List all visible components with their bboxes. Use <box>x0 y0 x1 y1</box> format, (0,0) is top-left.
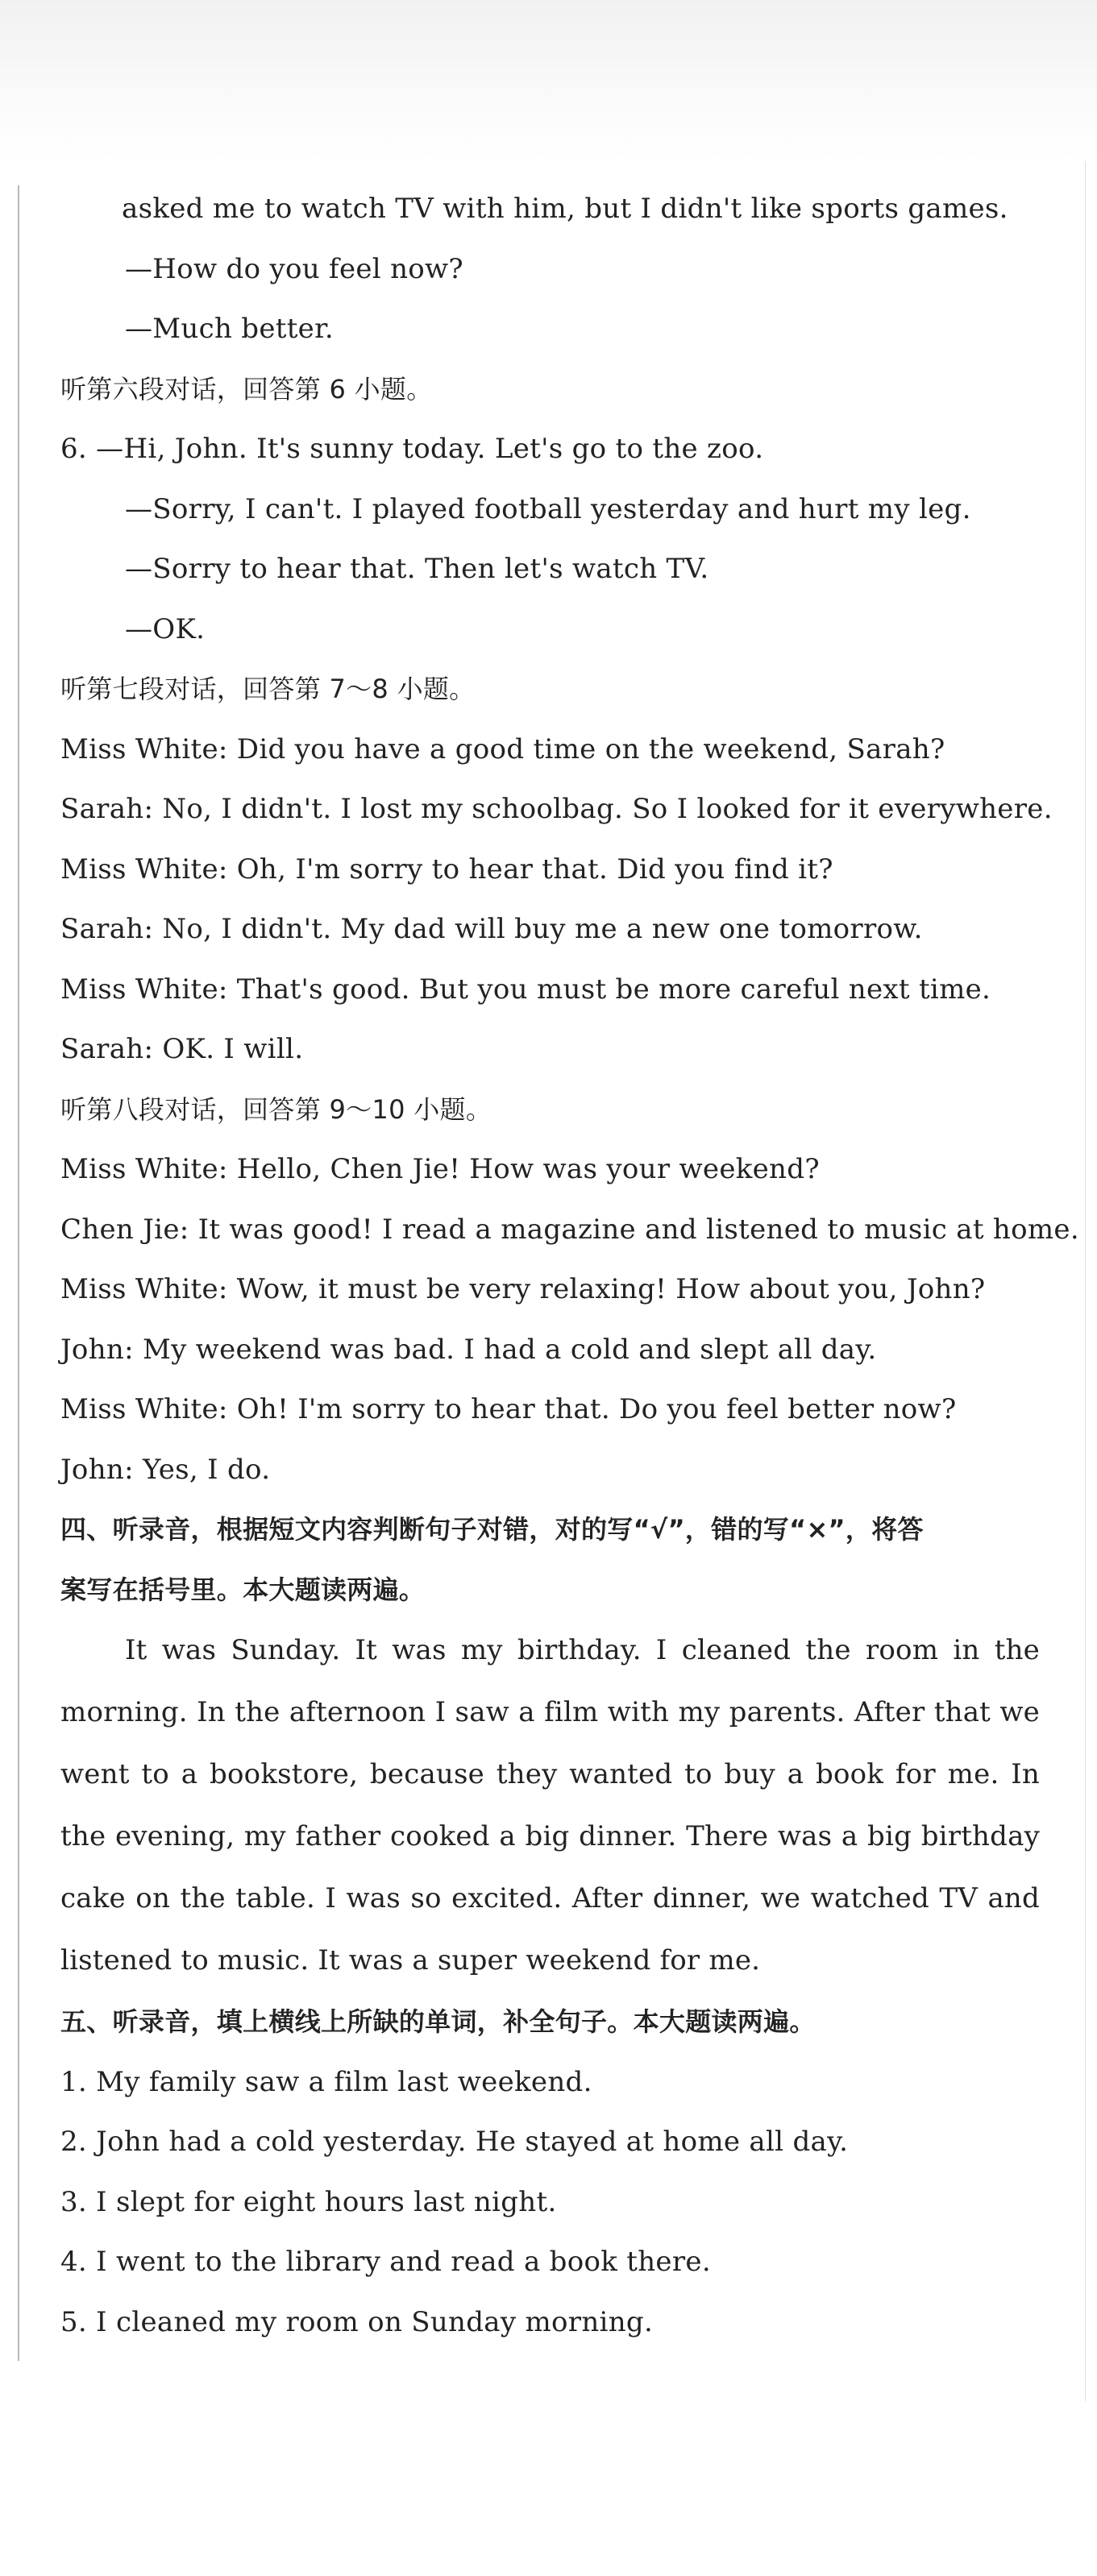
binding-margin-line <box>18 185 19 2361</box>
dialogue-line: 6. —Hi, John. It's sunny today. Let's go to the zoo. <box>60 433 764 465</box>
dialogue-line: —How do you feel now? <box>125 252 463 285</box>
fill-in-item: 2. John had a cold yesterday. He stayed at home all day. <box>60 2126 849 2158</box>
section-instruction: 听第六段对话，回答第 6 小题。 <box>60 373 433 404</box>
part-heading-continued: 案写在括号里。本大题读两遍。 <box>60 1574 426 1605</box>
dialogue-line: Sarah: OK. I will. <box>60 1033 304 1065</box>
fill-in-item: 3. I slept for eight hours last night. <box>60 2185 557 2218</box>
fill-in-item: 5. I cleaned my room on Sunday morning. <box>60 2305 654 2338</box>
dialogue-line: John: Yes, I do. <box>60 1453 271 1486</box>
dialogue-line: John: My weekend was bad. I had a cold and slept all day. <box>60 1333 877 1366</box>
part-heading: 五、听录音，填上横线上所缺的单词，补全句子。本大题读两遍。 <box>60 2006 816 2037</box>
page-right-edge <box>1085 161 1086 2401</box>
fill-in-item: 1. My family saw a film last weekend. <box>60 2065 592 2098</box>
dialogue-line: Miss White: Oh, I'm sorry to hear that. Did you find it? <box>60 852 833 886</box>
listening-script <box>60 179 1079 2352</box>
dialogue-line: Miss White: That's good. But you must be more careful next time. <box>60 973 991 1006</box>
section-instruction: 听第八段对话，回答第 9～10 小题。 <box>60 1093 492 1125</box>
dialogue-line: Sarah: No, I didn't. I lost my schoolbag. So I looked for it everywhere. <box>60 793 1053 825</box>
dialogue-line: Miss White: Hello, Chen Jie! How was your weekend? <box>60 1153 820 1185</box>
dialogue-line: Chen Jie: It was good! I read a magazine and listened to music at home. <box>60 1213 1079 1246</box>
dialogue-line: —Sorry to hear that. Then let's watch TV. <box>125 553 709 585</box>
listening-passage: It was Sunday. It was my birthday. I cleaned the room in the morning. In the afternoon I saw a film with my parents. After that we went to a bookstore, because they wanted to buy a book for me. In the evening, my father cooked a big dinner. There was a big birthday cake on the table. I was so excited. After dinner, we watched TV and listened to music. It was a super weekend for me. <box>60 1634 1040 1977</box>
dialogue-line: Miss White: Wow, it must be very relaxing! How about you, John? <box>60 1273 986 1305</box>
part-heading: 四、听录音，根据短文内容判断句子对错，对的写“√”，错的写“×”，将答 <box>60 1514 924 1545</box>
dialogue-line: Sarah: No, I didn't. My dad will buy me a new one tomorrow. <box>60 913 923 945</box>
section-instruction: 听第七段对话，回答第 7～8 小题。 <box>60 674 476 704</box>
dialogue-line: Miss White: Did you have a good time on the weekend, Sarah? <box>60 732 945 765</box>
dialogue-line: asked me to watch TV with him, but I didn't like sports games. <box>122 193 1008 225</box>
dialogue-line: —OK. <box>125 612 206 645</box>
dialogue-line: —Sorry, I can't. I played football yesterday and hurt my leg. <box>125 492 971 525</box>
dialogue-line: —Much better. <box>125 313 335 345</box>
fill-in-item: 4. I went to the library and read a book there. <box>60 2246 711 2278</box>
dialogue-line: Miss White: Oh! I'm sorry to hear that. Do you feel better now? <box>60 1393 957 1425</box>
